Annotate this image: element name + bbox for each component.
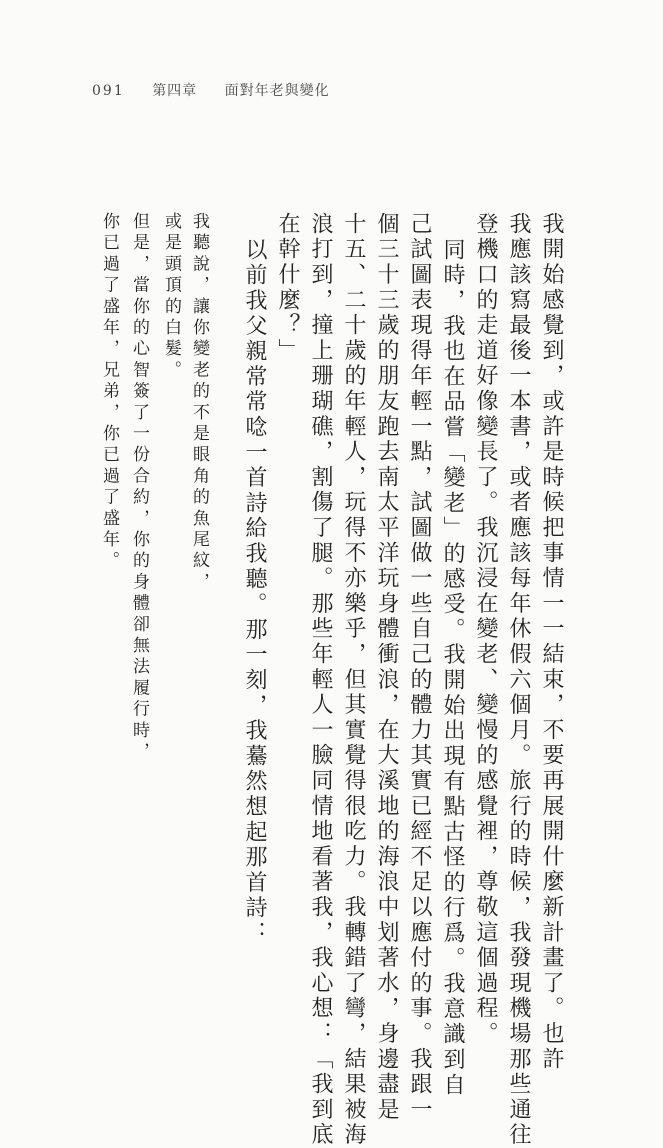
body-column: 登機口的走道好像變長了。我沉浸在變老、變慢的感覺裡，尊敬這個過程。 xyxy=(473,212,498,1047)
body-column: 浪打到，撞上珊瑚礁，割傷了腿。那些年輕人一臉同情地看著我，我心想：「我到底 xyxy=(308,212,333,1148)
body-column: 我開始感覺到，或許是時候把事情一一結束，不要再展開什麼新計畫了。也許 xyxy=(539,212,564,1073)
poem-line: 但是，當你的心智簽了一份合約，你的身體卻無法履行時， xyxy=(129,212,149,764)
body-column: 我應該寫最後一本書，或者應該每年休假六個月。旅行的時候，我發現機場那些通往 xyxy=(506,212,531,1148)
body-column: 個三十三歲的朋友跑去南太平洋玩身體衝浪，在大溪地的海浪中划著水，身邊盡是 xyxy=(374,212,399,1123)
page-number: 091 xyxy=(92,83,125,99)
poem-line: 或是頭頂的白髮。 xyxy=(161,212,181,382)
chapter-label: 第四章 xyxy=(152,83,198,99)
body-column: 同時，我也在品嘗「變老」的感受。我開始出現有點古怪的行爲。我意識到自 xyxy=(440,238,465,1099)
chapter-title: 面對年老與變化 xyxy=(224,83,330,99)
running-header xyxy=(92,80,352,100)
body-column: 以前我父親常常唸一首詩給我聽。那一刻，我驀然想起那首詩： xyxy=(242,238,267,947)
body-column: 己試圖表現得年輕一點，試圖做一些自己的體力其實已經不足以應付的事。我跟一 xyxy=(407,212,432,1123)
poem-line: 我聽說，讓你變老的不是眼角的魚尾紋， xyxy=(189,212,209,594)
poem-line: 你已過了盛年，兄弟，你已過了盛年。 xyxy=(99,212,119,573)
body-column: 十五、二十歲的年輕人，玩得不亦樂乎，但其實覺得很吃力。我轉錯了彎，結果被海 xyxy=(341,212,366,1148)
body-column: 在幹什麼？」 xyxy=(275,212,300,364)
